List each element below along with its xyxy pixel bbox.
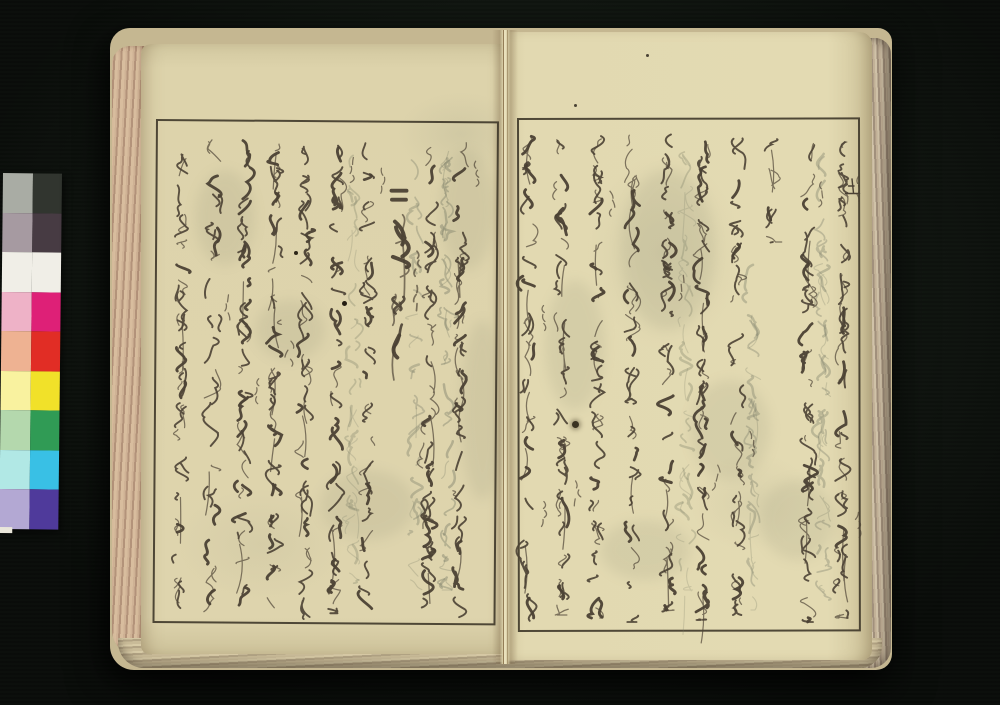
checker-row xyxy=(3,173,62,213)
checker-row xyxy=(1,370,60,410)
checker-swatch xyxy=(32,213,62,253)
fold-line xyxy=(507,30,508,664)
checker-swatch xyxy=(2,252,32,292)
checker-row xyxy=(1,291,60,331)
checker-swatch xyxy=(1,370,31,410)
checker-swatch xyxy=(3,173,33,213)
checker-swatch xyxy=(2,212,32,252)
left-page-text-frame xyxy=(152,119,499,625)
checker-row xyxy=(2,212,61,252)
checker-swatch xyxy=(1,331,31,371)
stain-dot xyxy=(342,301,347,306)
checker-swatch xyxy=(0,410,30,450)
checker-swatch xyxy=(30,410,60,450)
checker-row xyxy=(0,410,59,450)
checker-edge-tab xyxy=(0,527,12,533)
checker-swatch xyxy=(30,331,60,371)
checker-row xyxy=(0,449,59,489)
checker-row xyxy=(1,331,60,371)
fold-line xyxy=(503,30,504,664)
checker-swatch xyxy=(1,291,31,331)
checker-swatch xyxy=(29,489,59,529)
checker-swatch xyxy=(31,292,61,332)
checker-swatch xyxy=(0,489,29,529)
stain-dot xyxy=(572,421,579,428)
stain-speck xyxy=(646,54,649,57)
checker-swatch xyxy=(30,371,60,411)
checker-swatch xyxy=(31,252,61,292)
stain-dot xyxy=(294,251,298,255)
checker-swatch xyxy=(0,449,30,489)
checker-row xyxy=(0,489,59,529)
right-page-text-frame xyxy=(517,117,861,632)
checker-swatch xyxy=(32,173,62,213)
checker-swatch xyxy=(29,450,59,490)
checker-row xyxy=(2,252,61,292)
color-checker xyxy=(0,173,62,530)
stain-speck xyxy=(574,104,577,107)
